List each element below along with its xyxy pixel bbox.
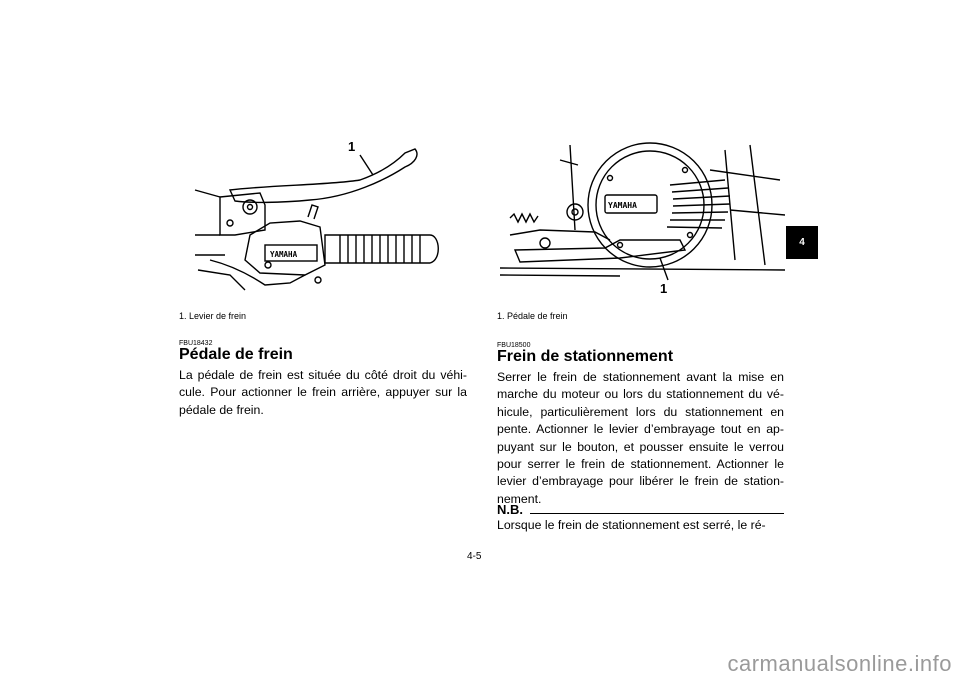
brake-lever-illustration	[190, 135, 470, 300]
section-heading: Frein de stationnement	[497, 348, 674, 365]
figure-logo: YAMAHA	[270, 250, 298, 259]
section-tab: 4	[786, 226, 818, 259]
section-heading: Pédale de frein	[179, 346, 293, 363]
page-number: 4-5	[467, 551, 482, 562]
figure-logo: YAMAHA	[608, 201, 637, 210]
figure-caption: 1. Levier de frein	[179, 311, 247, 321]
note-label: N.B.	[497, 502, 523, 517]
callout-number: 1	[348, 139, 356, 154]
section-code: FBU18500	[497, 342, 531, 349]
brake-pedal-illustration	[500, 140, 785, 300]
section-code: FBU18432	[179, 340, 213, 347]
note-rule	[530, 513, 784, 514]
note-body: Lorsque le frein de stationnement est serré, le ré-	[497, 518, 766, 532]
watermark: carmanualsonline.info	[727, 651, 952, 676]
body-paragraph: La pédale de frein est située du côté droit du véhi-cule. Pour actionner le frein arrière, appuyer sur la pédale de frein.	[179, 368, 467, 417]
callout-number: 1	[660, 281, 668, 296]
body-paragraph: Serrer le frein de stationnement avant la mise en marche du moteur ou lors du stationnement du vé-hicule, particulièrement lors du stationnement en pente. Actionner le levier d’embrayage tout en ap-puyant sur le bouton, et pousser ensuite le verrou pour serrer le frein de stationnement. Actionner le levier d’embrayage pour libérer le frein de station-nement.	[497, 370, 784, 506]
figure-caption: 1. Pédale de frein	[497, 311, 568, 321]
